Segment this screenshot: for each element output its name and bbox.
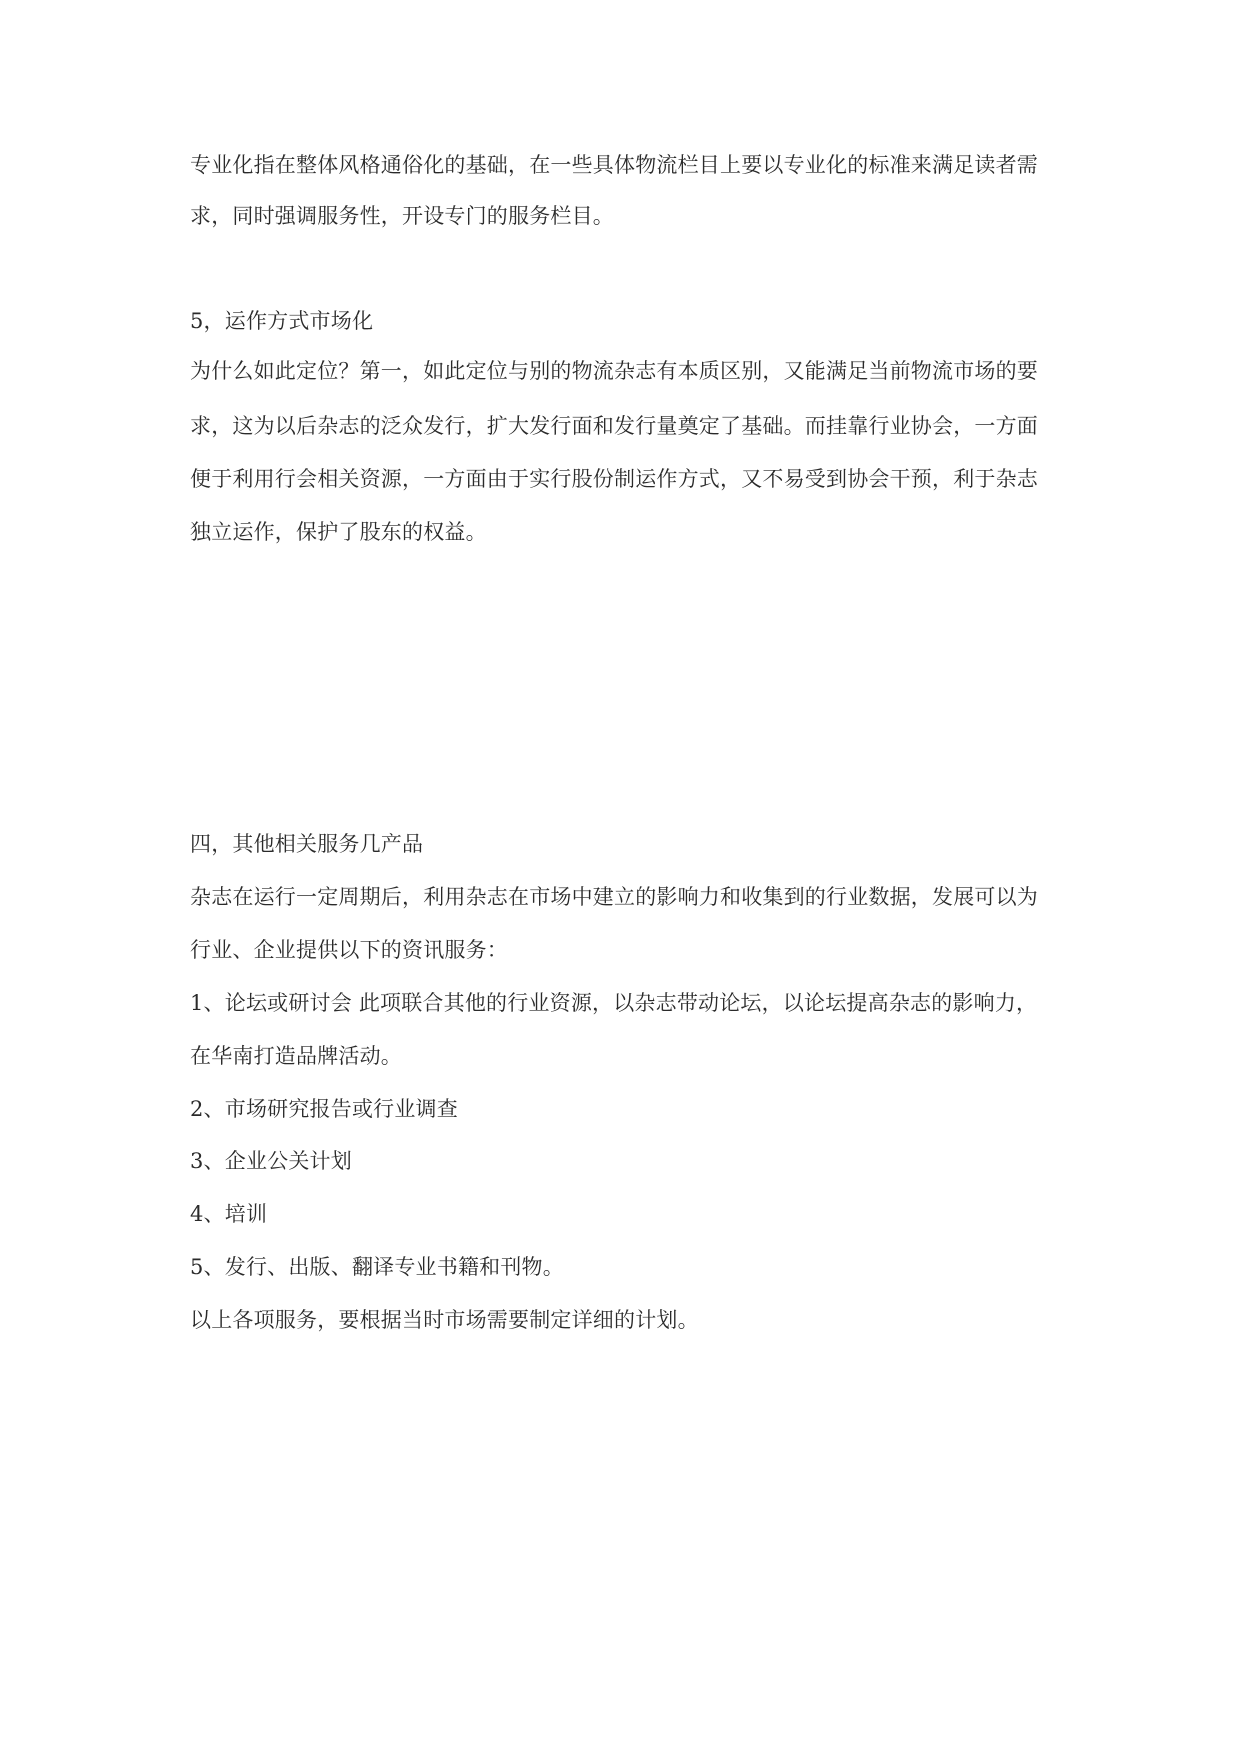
services-item-1-line-2: 在华南打造品牌活动。: [190, 1044, 402, 1068]
specialization-line-2: 求，同时强调服务性，开设专门的服务栏目。: [190, 204, 614, 228]
services-item-3: 3、企业公关计划: [190, 1149, 352, 1173]
market-operation-line-4: 独立运作，保护了股东的权益。: [190, 520, 487, 544]
specialization-line-1: 专业化指在整体风格通俗化的基础，在一些具体物流栏目上要以专业化的标准来满足读者需: [190, 153, 1038, 177]
market-operation-line-2: 求，这为以后杂志的泛众发行，扩大发行面和发行量奠定了基础。而挂靠行业协会，一方面: [190, 414, 1038, 438]
market-operation-line-1: 为什么如此定位？第一，如此定位与别的物流杂志有本质区别，又能满足当前物流市场的要: [190, 359, 1038, 383]
services-intro-line-1: 杂志在运行一定周期后，利用杂志在市场中建立的影响力和收集到的行业数据，发展可以为: [190, 885, 1038, 909]
services-item-1-line-1: 1、论坛或研讨会 此项联合其他的行业资源，以杂志带动论坛，以论坛提高杂志的影响力，: [190, 991, 1038, 1015]
market-operation-line-3: 便于利用行会相关资源，一方面由于实行股份制运作方式，又不易受到协会干预，利于杂志: [190, 467, 1038, 491]
services-heading: 四，其他相关服务几产品: [190, 832, 424, 856]
market-operation-heading: 5，运作方式市场化: [190, 309, 374, 333]
services-intro-line-2: 行业、企业提供以下的资讯服务：: [190, 938, 508, 962]
services-item-2: 2、市场研究报告或行业调查: [190, 1097, 458, 1121]
services-item-5: 5、发行、出版、翻译专业书籍和刊物。: [190, 1255, 564, 1279]
services-item-4: 4、培训: [190, 1202, 268, 1226]
services-closing: 以上各项服务，要根据当时市场需要制定详细的计划。: [190, 1308, 699, 1332]
